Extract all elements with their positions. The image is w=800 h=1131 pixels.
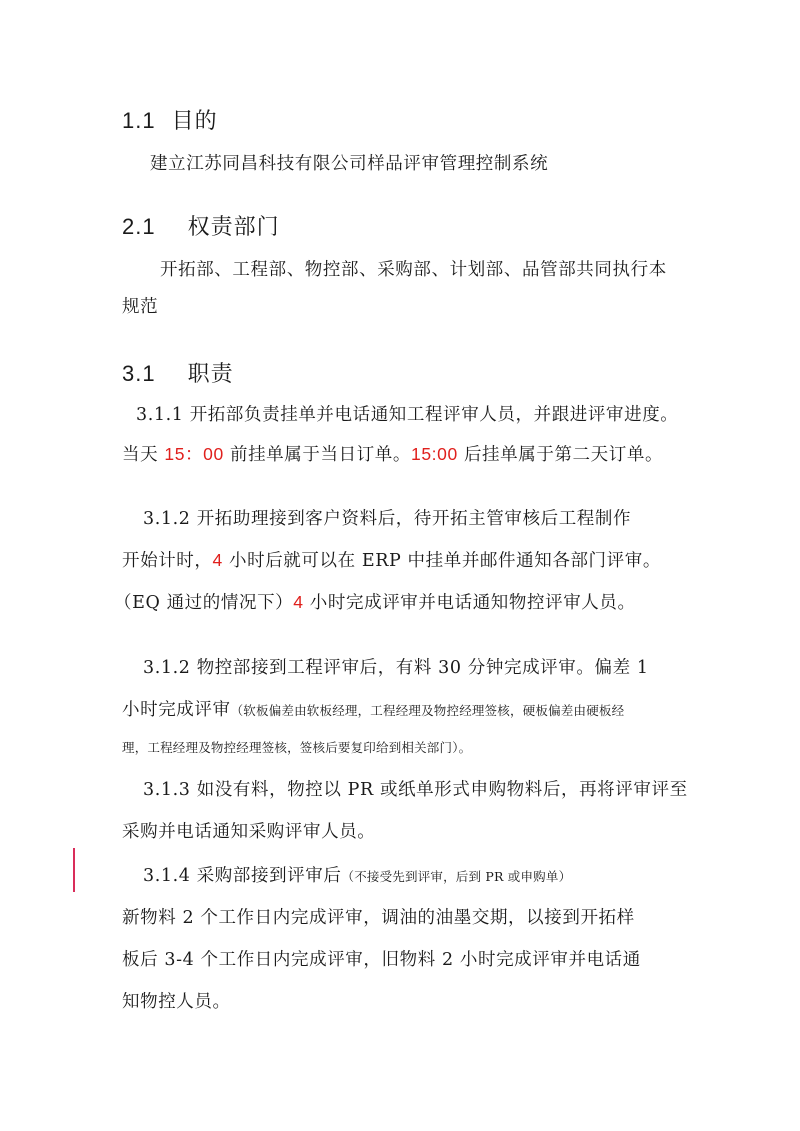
text: 开始计时， (122, 551, 213, 571)
section-title: 目的 (171, 109, 218, 134)
section-2-body-line1: 开拓部、工程部、物控部、采购部、计划部、品管部共同执行本 (160, 260, 667, 280)
highlight-hours: 4 (212, 550, 223, 570)
text: 后挂单属于第二天订单。 (457, 445, 664, 465)
clause-312b-line1: 3.1.2 物控部接到工程评审后，有料 30 分钟完成评审。偏差 1 (143, 658, 649, 678)
clause-314-line1 (143, 862, 571, 887)
text: 前挂单属于当日订单。 (223, 445, 411, 465)
section-3-heading (122, 357, 234, 388)
text: 当天 (122, 445, 165, 465)
highlight-time: 15:00 (410, 444, 458, 464)
note-text: （不接受先到评审，后到 PR 或申购单） (341, 869, 572, 884)
clause-312b-line3: 理，工程经理及物控经理签核，签核后要复印给到相关部门）。 (122, 740, 472, 755)
section-title: 权责部门 (187, 215, 280, 240)
section-1-body: 建立江苏同昌科技有限公司样品评审管理控制系统 (150, 154, 549, 174)
clause-311-line1: 3.1.1 开拓部负责挂单并电话通知工程评审人员，并跟进评审进度。 (136, 405, 679, 425)
clause-312a-line2 (122, 547, 661, 572)
clause-312a-line3 (114, 589, 636, 614)
clause-314-line2: 新物料 2 个工作日内完成评审，调油的油墨交期，以接到开拓样 (122, 908, 635, 928)
highlight-time: 15：00 (164, 444, 224, 464)
clause-313-line2: 采购并电话通知采购评审人员。 (122, 822, 376, 842)
clause-314-line3: 板后 3-4 个工作日内完成评审，旧物料 2 小时完成评审并电话通 (122, 950, 641, 970)
text: 小时完成评审并电话通知物控评审人员。 (303, 593, 636, 613)
text: 小时后就可以在 ERP 中挂单并邮件通知各部门评审。 (222, 551, 661, 571)
text: （EQ 通过的情况下） (114, 593, 294, 613)
clause-313-line1: 3.1.3 如没有料，物控以 PR 或纸单形式申购物料后，再将评审评至 (143, 780, 688, 800)
section-title: 职责 (187, 362, 234, 387)
text: 3.1.4 采购部接到评审后 (143, 866, 342, 886)
clause-311-line2 (122, 441, 663, 466)
section-number: 2.1 (122, 214, 156, 239)
section-2-body-line2: 规范 (122, 297, 159, 317)
revision-margin-mark (73, 848, 75, 892)
clause-314-line4: 知物控人员。 (122, 992, 231, 1012)
section-number: 3.1 (122, 361, 156, 386)
highlight-hours: 4 (293, 592, 304, 612)
clause-312a-line1: 3.1.2 开拓助理接到客户资料后，待开拓主管审核后工程制作 (143, 509, 632, 529)
note-text: （软板偏差由软板经理，工程经理及物控经理签核，硬板偏差由硬板经 (230, 703, 625, 718)
section-2-heading (122, 210, 280, 241)
text: 小时完成评审 (122, 700, 231, 720)
clause-312b-line2 (122, 696, 624, 721)
section-number: 1.1 (122, 108, 156, 133)
section-1-heading (122, 104, 218, 135)
